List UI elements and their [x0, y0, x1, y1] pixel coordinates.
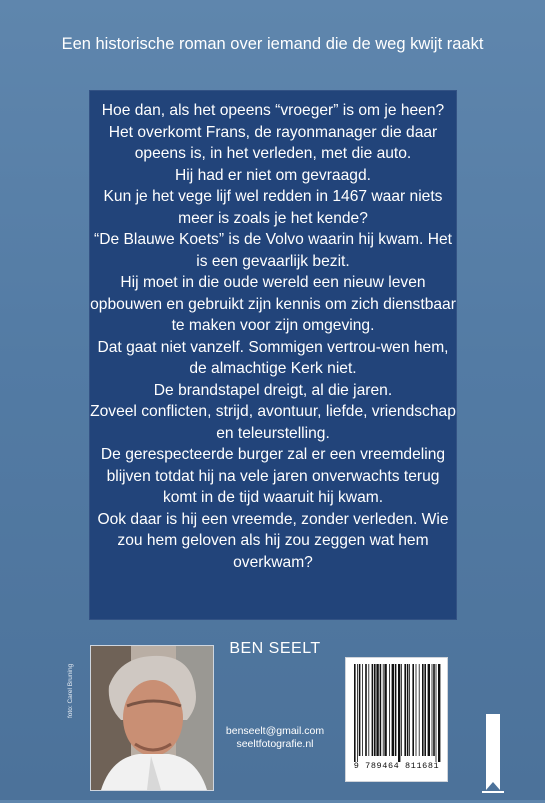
- publisher-logo: [478, 708, 508, 798]
- blurb-line: Hoe dan, als het opeens “vroeger” is om je heen? Het overkomt Frans, de rayonmanager die daar opeens is, in het verleden, met die auto.: [101, 102, 445, 162]
- blurb-line: “De Blauwe Koets” is de Volvo waarin hij kwam. Het is een gevaarlijk bezit.: [94, 231, 452, 270]
- blurb-line: Hij had er niet om gevraagd.: [175, 166, 371, 184]
- contact-info: [205, 725, 345, 751]
- isbn-barcode: [345, 657, 448, 782]
- author-name: BEN SEELT: [229, 640, 321, 657]
- blurb-line: De brandstapel dreigt, al die jaren.: [153, 381, 393, 399]
- blurb-line: Zoveel conflicten, strijd, avontuur, liefde, vriendschap en teleurstelling.: [90, 403, 456, 442]
- blurb-box: [89, 90, 457, 620]
- isbn-digits: 9 789464 811681: [353, 761, 440, 771]
- blurb-line: Kun je het vege lijf wel redden in 1467 waar niets meer is zoals je het kende?: [103, 188, 443, 227]
- publisher-logo-icon: [478, 708, 508, 798]
- author-portrait-icon: [91, 646, 213, 790]
- contact-website: seeltfotografie.nl: [236, 738, 314, 750]
- barcode-bars-icon: [350, 664, 443, 762]
- blurb-line: De gerespecteerde burger zal er een vreemdeling blijven totdat hij na vele jaren onverwachts terug komt in de tijd waaruit hij kwam.: [100, 446, 446, 506]
- blurb-line: Hij moet in die oude wereld een nieuw leven opbouwen en gebruikt zijn kennis om zich dienstbaar te maken voor zijn omgeving.: [90, 274, 456, 334]
- blurb-line: Dat gaat niet vanzelf. Sommigen vertrou-wen hem, de almachtige Kerk niet.: [97, 338, 449, 377]
- contact-email: benseelt@gmail.com: [225, 725, 325, 737]
- tagline: Een historische roman over iemand die de weg kwijt raakt: [61, 35, 484, 53]
- barcode-area: [350, 664, 443, 774]
- blurb-text: [89, 100, 457, 573]
- blurb-line: Ook daar is hij een vreemde, zonder verleden. Wie zou hem geloven als hij zou zeggen wat hem overkwam?: [97, 510, 449, 571]
- author-photo: [90, 645, 214, 791]
- photo-credit: foto: Carel Bruning: [67, 663, 74, 718]
